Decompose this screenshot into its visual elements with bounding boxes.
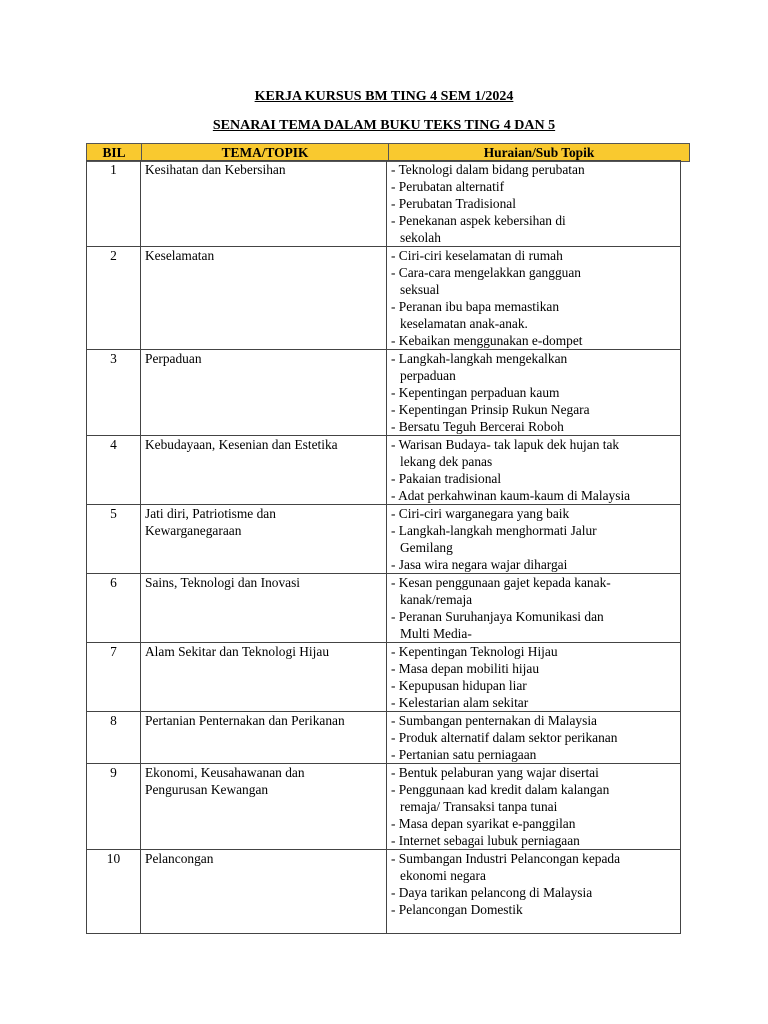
row-number: 10: [87, 850, 141, 934]
table-row: [87, 350, 681, 436]
subtopic-line: - Masa depan syarikat e-panggilan: [391, 816, 576, 831]
row-number: 5: [87, 505, 141, 574]
subtopic-cell: [387, 764, 681, 850]
subtopic-line: - Pakaian tradisional: [391, 471, 502, 486]
subtopic-line: - Kebaikan menggunakan e-dompet: [391, 333, 583, 348]
subtopic-line: keselamatan anak-anak.: [400, 316, 528, 331]
table-row: [87, 505, 681, 574]
subtopic-line: kanak/remaja: [400, 592, 473, 607]
header-bil: BIL: [87, 144, 142, 162]
table-row: [87, 764, 681, 850]
theme-text: Alam Sekitar dan Teknologi Hijau: [145, 644, 330, 659]
theme-text: Perpaduan: [145, 351, 202, 366]
subtopic-cell: [387, 850, 681, 934]
subtopic-cell: [387, 350, 681, 436]
theme-cell: [141, 247, 387, 350]
subtopic-line: remaja/ Transaksi tanpa tunai: [400, 799, 558, 814]
row-number: 8: [87, 712, 141, 764]
theme-text: Pertanian Penternakan dan Perikanan: [145, 713, 345, 728]
row-number: 3: [87, 350, 141, 436]
table-row: [87, 850, 681, 934]
subtopic-line: - Langkah-langkah menghormati Jalur: [391, 523, 597, 538]
subtopic-line: - Bentuk pelaburan yang wajar disertai: [391, 765, 599, 780]
row-number: 1: [87, 161, 141, 247]
row-number: 9: [87, 764, 141, 850]
subtopic-line: - Langkah-langkah mengekalkan: [391, 351, 568, 366]
subtopic-line: - Internet sebagai lubuk perniagaan: [391, 833, 580, 848]
subtopic-line: - Adat perkahwinan kaum-kaum di Malaysia: [391, 488, 631, 503]
subtopic-line: - Cara-cara mengelakkan gangguan: [391, 265, 581, 280]
theme-cell: [141, 436, 387, 505]
table-row: [87, 247, 681, 350]
subtopic-line: - Peranan Suruhanjaya Komunikasi dan: [391, 609, 604, 624]
subtopic-line: - Penekanan aspek kebersihan di: [391, 213, 566, 228]
subtopic-cell: [387, 712, 681, 764]
row-number: 4: [87, 436, 141, 505]
subtopic-line: - Daya tarikan pelancong di Malaysia: [391, 885, 593, 900]
table-row: [87, 643, 681, 712]
theme-cell: [141, 161, 387, 247]
subtopic-line: - Jasa wira negara wajar dihargai: [391, 557, 568, 572]
theme-cell: [141, 574, 387, 643]
subtopic-line: - Sumbangan penternakan di Malaysia: [391, 713, 598, 728]
subtopic-line: - Kepentingan Teknologi Hijau: [391, 644, 558, 659]
subtopic-line: - Peranan ibu bapa memastikan: [391, 299, 560, 314]
subtopic-line: - Kepupusan hidupan liar: [391, 678, 527, 693]
theme-cell: [141, 850, 387, 934]
theme-text: Pengurusan Kewangan: [145, 782, 269, 797]
subtopic-cell: [387, 247, 681, 350]
table-row: [87, 436, 681, 505]
table-row: [87, 712, 681, 764]
subtopic-line: - Bersatu Teguh Bercerai Roboh: [391, 419, 564, 434]
subtopic-line: Multi Media-: [400, 626, 472, 641]
subtopic-line: - Kelestarian alam sekitar: [391, 695, 529, 710]
theme-cell: [141, 764, 387, 850]
theme-cell: [141, 350, 387, 436]
theme-cell: [141, 712, 387, 764]
subtopic-line: Gemilang: [400, 540, 453, 555]
subtopic-line: - Pertanian satu perniagaan: [391, 747, 537, 762]
subtopic-line: - Kepentingan Prinsip Rukun Negara: [391, 402, 590, 417]
subtopic-line: - Kepentingan perpaduan kaum: [391, 385, 560, 400]
subtopic-line: - Penggunaan kad kredit dalam kalangan: [391, 782, 610, 797]
subtopic-line: seksual: [400, 282, 440, 297]
theme-text: Kesihatan dan Kebersihan: [145, 162, 286, 177]
theme-text: Jati diri, Patriotisme dan: [145, 506, 276, 521]
theme-cell: [141, 643, 387, 712]
header-tema: TEMA/TOPIK: [142, 144, 389, 162]
row-number: 6: [87, 574, 141, 643]
theme-text: Keselamatan: [145, 248, 215, 263]
row-number: 2: [87, 247, 141, 350]
subtopic-cell: [387, 505, 681, 574]
subtopic-line: perpaduan: [400, 368, 456, 383]
subtopic-line: - Masa depan mobiliti hijau: [391, 661, 540, 676]
row-number: 7: [87, 643, 141, 712]
theme-text: Kebudayaan, Kesenian dan Estetika: [145, 437, 338, 452]
theme-cell: [141, 505, 387, 574]
subtopic-cell: [387, 643, 681, 712]
subtopic-line: - Ciri-ciri keselamatan di rumah: [391, 248, 563, 263]
table-row: [87, 574, 681, 643]
document-subtitle: SENARAI TEMA DALAM BUKU TEKS TING 4 DAN 5: [212, 118, 556, 133]
subtopic-cell: [387, 161, 681, 247]
subtopic-line: - Ciri-ciri warganegara yang baik: [391, 506, 570, 521]
subtopic-line: - Kesan penggunaan gajet kepada kanak-: [391, 575, 611, 590]
subtopic-cell: [387, 574, 681, 643]
subtopic-line: sekolah: [400, 230, 441, 245]
subtopic-line: - Produk alternatif dalam sektor perikanan: [391, 730, 618, 745]
subtopic-line: - Perubatan alternatif: [391, 179, 505, 194]
subtopic-line: - Pelancongan Domestik: [391, 902, 523, 917]
theme-text: Ekonomi, Keusahawanan dan: [145, 765, 305, 780]
theme-text: Sains, Teknologi dan Inovasi: [145, 575, 301, 590]
header-huraian: Huraian/Sub Topik: [389, 144, 690, 162]
subtopic-line: lekang dek panas: [400, 454, 493, 469]
subtopic-line: - Teknologi dalam bidang perubatan: [391, 162, 585, 177]
subtopic-line: - Warisan Budaya- tak lapuk dek hujan tak: [391, 437, 620, 452]
document-title: KERJA KURSUS BM TING 4 SEM 1/2024: [254, 89, 514, 104]
subtopic-line: - Perubatan Tradisional: [391, 196, 516, 211]
table-row: [87, 161, 681, 247]
subtopic-line: - Sumbangan Industri Pelancongan kepada: [391, 851, 621, 866]
theme-text: Kewarganegaraan: [145, 523, 242, 538]
subtopic-cell: [387, 436, 681, 505]
theme-table: [86, 160, 681, 934]
subtopic-line: ekonomi negara: [400, 868, 486, 883]
theme-text: Pelancongan: [145, 851, 214, 866]
